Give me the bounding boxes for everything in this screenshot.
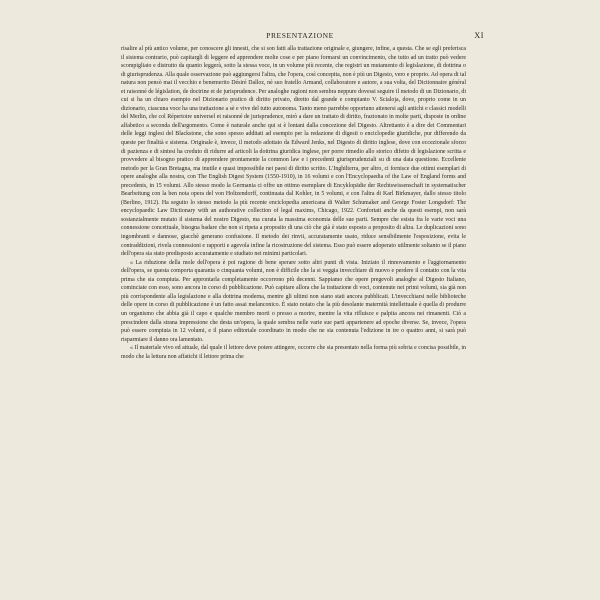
running-title: PRESENTAZIONE [266, 31, 334, 40]
paragraph: « Il materiale vivo ed attuale, dal quale il lettore deve potere attingere, occorre che sia presentato nella forma più sobria e concisa possibile, in modo che la lettura non affatichi il lettore prima che [121, 345, 466, 360]
page-number: XI [474, 31, 484, 40]
running-header [0, 31, 600, 41]
paragraph: risalire al più antico volume, per conoscere gli innesti, che si son fatti alla trattazione originale e, giungere, infine, a questa. Che se egli preferisca il sistema contrario, può capitargli di leggere ed apprendere molte cose e per piano formarsi un convincimento, che tutto ad un tratto può vedere scompigliato e distrutto da quanto leggerà, sotto la stessa voce, in un volume più recente, che registri un mutamento di legislazione, di dottrina o di giurisprudenza. Alla quale osservazione può aggiungersi l'altra, che l'opera, così concepita, non è più un Digesto, vero e proprio. Ad opera di tal natura non pensò mai il vecchio e benemerito Désiré Dalloz, nè suo fratello Armand, collaboratore e autore, a sua volta, del Dictionnaire général et raisonné de législation, de doctrine et de jurisprudence. Per analoghe ragioni non sembra neppure dovessi seguire il metodo di un Dizionario, di cui si ha un chiaro esempio nel Dizionario pratico di diritto privato, diretto dal grande e compianto V. Scialoja, dove, proprio come in un dizionario, ciascuna voce ha una trattazione a sè e vive del tutto autonoma. Tanto meno parrebbe opportuno attenersi agli antichi e classici modelli del Merlin, che col Répertoire universel et raisonné de jurisprudence, mirò a dare un trattato di diritto, frazionato in molte parti, disposte in ordine alfabetico a seconda dell'argomento. Come è naturale anche qui si è lontani dalla concezione del Digesto. Altrettanto è a dire dei Commentari delle leggi inglesi del Blackstone, che sono spesso additati ad esempio per la redazione di digesti o enciclopedie giuridiche, pur differendo da queste per finalità e sistema. Originale è, invece, il metodo adottato da Edward Jenks, nel Digesto di diritto inglese, dove con eccezionale sforzo di pazienza e di sintesi ha creduto di ridurre ad articoli la dottrina giuridica inglese, per porre rimedio allo storico difetto di legislazione scritta e provvedere al bisogno pratico di apprendere prontamente la common law e i precedenti giurisprudenziali su di una data questione. Eccellente metodo per la Gran Bretagna, ma inutile e quasi impossibile nei paesi di diritto scritto. L'Inghilterra, per altro, ci fornisce due ottimi esemplari di opere analoghe alla nostra, con The English Digest System (1550-1910), in 16 volumi e con l'Encyclopaedia of the Law of England forms and precedents, in 15 volumi. Allo stesso modo la Germania ci offre un ottimo esemplare di Encyklopädie der Rechtswissenschaft in systematischer Bearbeitung con la ben nota opera del von Holtzendorff, continuata dal Kohler, in 5 volumi, e con l'altra di Karl Birkmayer, dallo stesso titolo (Berlino, 1912). Ha seguito lo stesso metodo la più recente enciclopedia americana di Walter Schumaker and George Foster Longsdorf: The encyclopaedic Law Dictionary with an authorative collection of legal maxims, Chicago, 1922. Confortati anche da questi esempi, non sarà sostanzialmente mutato il sistema del nostro Digesto, ma curata la massima economia delle sue parti. Sempre che esista fra le varie voci una connessione concettuale, bisogna badare che non si ripeta a proposito di una ciò che già è stato esposto a proposito di altra. Le duplicazioni sono ingombranti e dannose, giacchè generano confusione. Il metodo dei rinvii, accuratamente usato, riduce sensibilmente l'esposizione, evita le contraddizioni, rivela connessioni e rapporti e agevola infine la ricostruzione del sistema. Esso può essere adoperato utilmente soltanto se il piano dell'opera sia stato predisposto accuratamente e studiato nei minimi particolari. [121, 46, 466, 258]
body-text [121, 45, 466, 585]
paragraph: « La riduzione della mole dell'opera è poi ragione di bene sperare sotto altri punti di vista. Iniziato il rinnovamento e l'aggiornamento dell'opera, se questa comporta quaranta o cinquanta volumi, non è difficile che la si veggia invecchiare di nuovo e perdere il contatto con la vita prima che sia compiuta. Per approntarla completamente occorrono più decenni. Sappiamo che opere pregevoli analoghe al Digesto Italiano, cominciate con esso, sono ancora in corso di pubblicazione. Può capitare allora che la trattazione di voci, contenute nei primi volumi, sia già non più corrispondente alla legislazione e alla dottrina moderna, mentre gli ultimi non siano stati ancora pubblicati. L'invecchiarsi nelle biblioteche delle opere in corso di pubblicazione è un fatto assai melanconico. È stato notato che la più desolante maternità intellettuale è quella di produrre un organismo che abbia già il capo e qualche membro morti o presso a morire, mentre la vita rifluisce e palpita ancora nei rimanenti. Ciò a prescindere dalla strana impressione che desta un'opera, la quale sembra nelle varie sue parti appartenere ad epoche diverse. Se, invece, l'opera può essere compiuta in 12 volumi, e il piano editoriale coordinato in modo che ne sia contenuta l'edizione in tre o quattro anni, si sarà può risparmiare il danno ora lamentato. [121, 259, 466, 343]
